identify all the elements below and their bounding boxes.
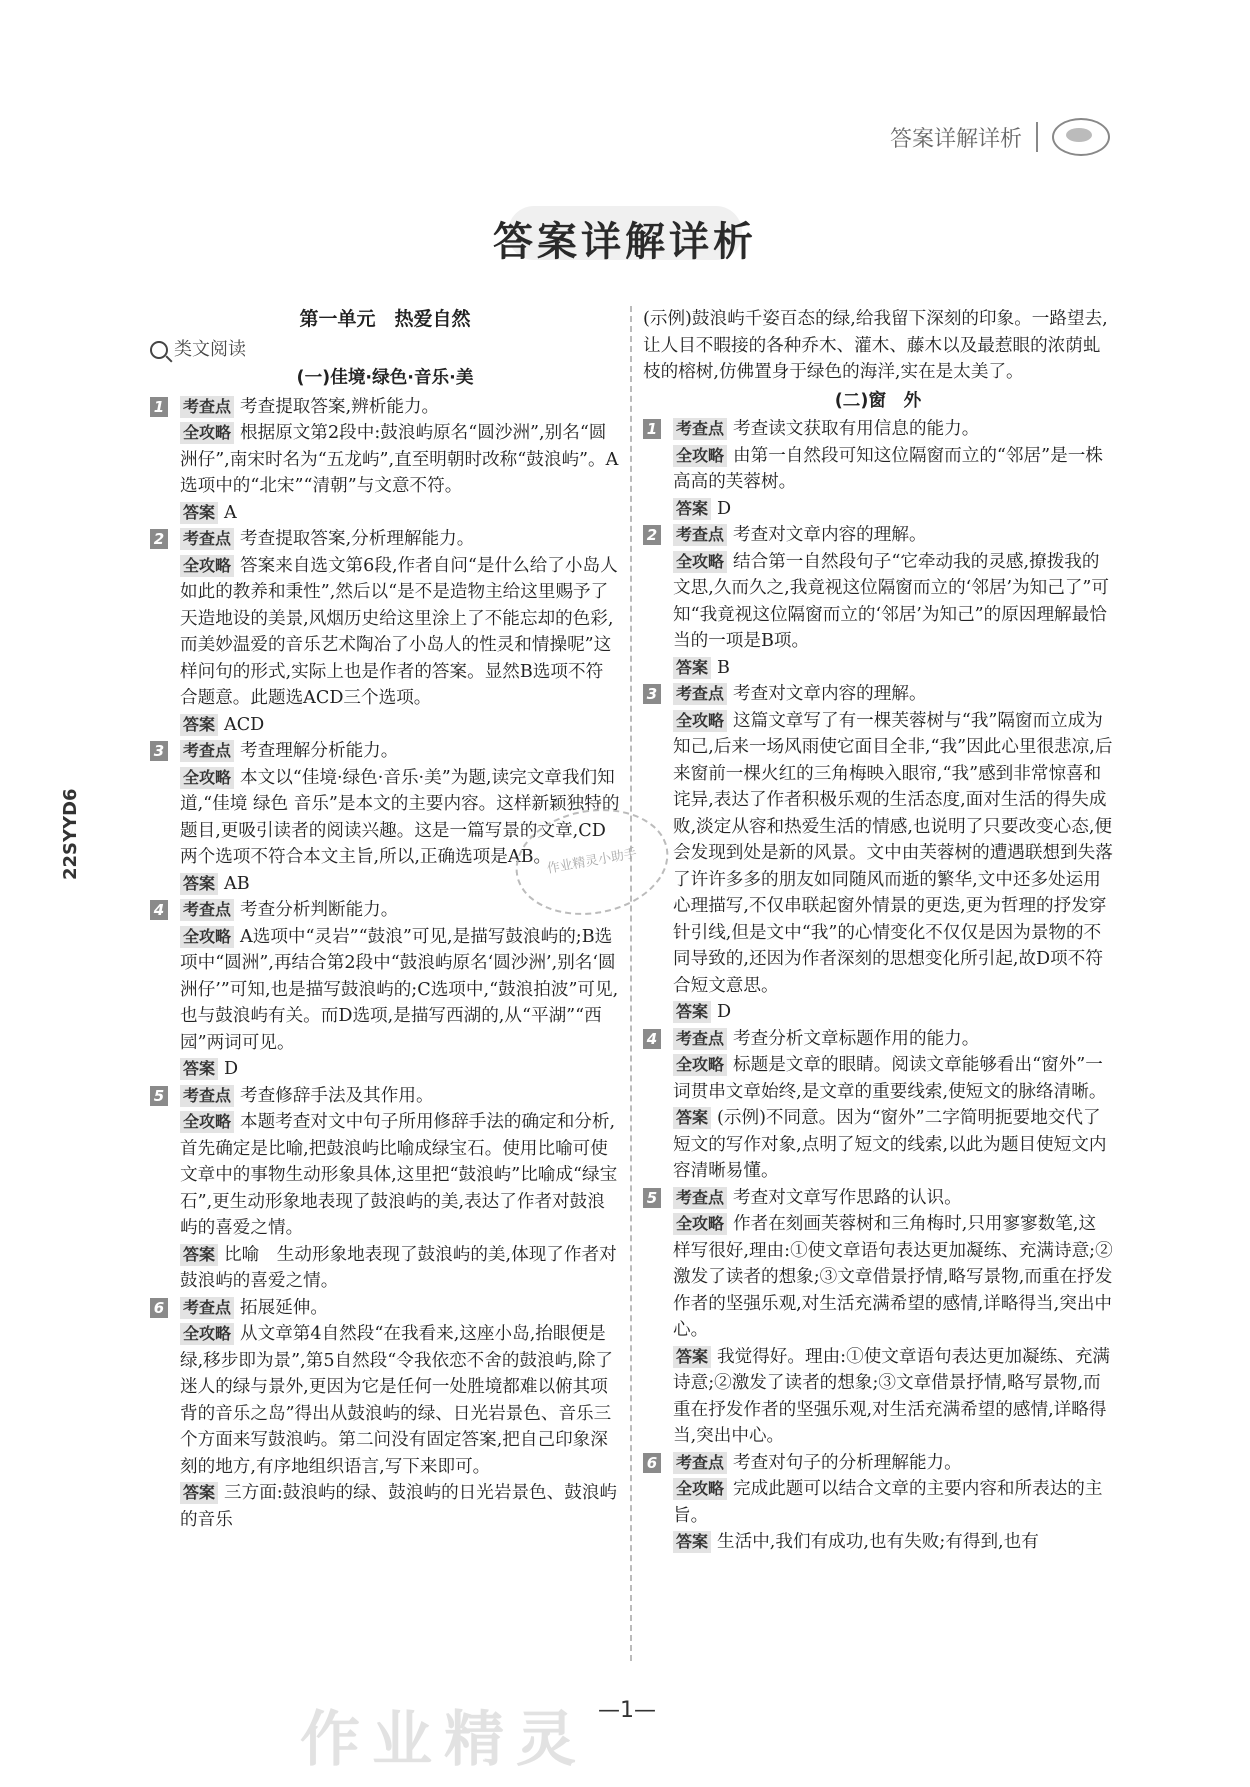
point-tag: 考查点 (673, 1452, 727, 1474)
question-item (150, 526, 620, 738)
strategy-tag: 全攻略 (180, 422, 234, 444)
homework-stamp: 作业精灵小助手 (507, 797, 677, 926)
answer-text: 比喻 生动形象地表现了鼓浪屿的美,体现了作者对鼓浪屿的喜爱之情。 (180, 1244, 617, 1291)
column-divider (630, 306, 632, 1661)
subsection-title: (一)佳境·绿色·音乐·美 (296, 368, 474, 388)
unit-title: 第一单元 热爱自然 (299, 308, 471, 330)
question-strategy (180, 1109, 620, 1242)
question-answer (180, 1242, 620, 1295)
answer-text: D (717, 498, 732, 519)
answer-text: D (224, 1059, 239, 1079)
question-answer (673, 1105, 1113, 1185)
question-item (643, 1026, 1113, 1185)
strategy-text: 结合第一自然段句子“它牵动我的灵感,撩拨我的文思,久而久之,我竟视这位隔窗而立的‘邻居’为知己了”可知“我竟视这位隔窗而立的‘邻居’为知己”的原因理解最恰当的一项是B项。 (673, 551, 1110, 651)
question-strategy (673, 1211, 1113, 1344)
answer-text: (示例)不同意。因为“窗外”二字简明扼要地交代了短文的写作对象,点明了短文的线索,以此为题目使短文内容清晰易懂。 (673, 1108, 1107, 1181)
question-answer (180, 500, 620, 527)
question-answer (180, 1056, 620, 1083)
strategy-tag: 全攻略 (673, 445, 727, 467)
point-text: 考查提取答案,分析理解能力。 (240, 529, 475, 549)
running-header (890, 118, 1110, 156)
question-number: 3 (150, 741, 168, 761)
page-number-value: 1 (620, 1698, 634, 1723)
strategy-text: 答案来自选文第6段,作者自问“是什么给了小岛人如此的教养和秉性”,然后以“是不是造物主给这里赐予了天造地设的美景,风烟历史给这里涂上了不能忘却的色彩,而美妙温爱的音乐艺术陶冶了小岛人的性灵和情操呢”这样问句的形式,实际上也是作者的答案。显然B选项不符合题意。此题选ACD三个选项。 (180, 555, 618, 708)
question-strategy (180, 553, 620, 712)
point-text: 考查分析文章标题作用的能力。 (733, 1028, 980, 1049)
answer-tag: 答案 (180, 1244, 218, 1266)
point-tag: 考查点 (180, 740, 234, 762)
answer-text: 三方面:鼓浪屿的绿、鼓浪屿的日光岩景色、鼓浪屿的音乐 (180, 1483, 618, 1530)
point-text: 考查对文章内容的理解。 (733, 684, 927, 704)
side-code: 22SYYD6 (60, 788, 81, 880)
right-intro: (示例)鼓浪屿千姿百态的绿,给我留下深刻的印象。一路望去,让人目不暇接的各种乔木、灌木、藤木以及最惹眼的浓荫虬枝的榕树,仿佛置身于绿色的海洋,实在是太美了。 (643, 309, 1108, 382)
right-column (643, 306, 1113, 1556)
question-answer (673, 1344, 1113, 1450)
question-point (180, 526, 620, 553)
question-item (643, 681, 1113, 1026)
point-tag: 考查点 (180, 899, 234, 921)
strategy-tag: 全攻略 (180, 926, 234, 948)
question-number: 2 (150, 529, 168, 549)
strategy-tag: 全攻略 (673, 710, 727, 732)
answer-text: A (224, 502, 237, 523)
strategy-tag: 全攻略 (673, 1054, 727, 1076)
strategy-text: 由第一自然段可知这位隔窗而立的“邻居”是一株高高的芙蓉树。 (673, 445, 1103, 492)
question-number: 5 (150, 1086, 168, 1106)
question-strategy (180, 1321, 620, 1480)
question-point (673, 681, 1113, 708)
strategy-text: A选项中“灵岩”“鼓浪”可见,是描写鼓浪屿的;B选项中“圆洲”,再结合第2段中“鼓浪屿原名‘圆沙洲’,别名‘圆洲仔’”可知,也是描写鼓浪屿的;C选项中,“鼓浪拍波”可见,也与鼓浪屿有关。而D选项,是描写西湖的,从“平湖”“西园”两词可见。 (180, 926, 619, 1053)
publisher-logo-icon (1052, 118, 1110, 156)
answer-text: ACD (224, 714, 265, 735)
question-number: 3 (643, 684, 661, 704)
strategy-text: 本文以“佳境·绿色·音乐·美”为题,读完文章我们知道,“佳境 绿色 音乐”是本文的主要内容。这样新颖独特的题目,更吸引读者的阅读兴趣。这是一篇写景的文章,CD两个选项不符合本文主旨,所以,正确选项是AB。 (180, 767, 620, 867)
question-number: 4 (643, 1029, 661, 1049)
answer-tag: 答案 (673, 1531, 711, 1553)
point-text: 拓展延伸。 (240, 1297, 328, 1318)
strategy-text: 从文章第4自然段“在我看来,这座小岛,抬眼便是绿,移步即为景”,第5自然段“令我依恋不舍的鼓浪屿,除了迷人的绿与景外,更因为它是任何一处胜境都难以俯其项背的音乐之岛”得出从鼓浪屿的绿、日光岩景色、音乐三个方面来写鼓浪屿。第二问没有固定答案,把自己印象深刻的地方,有序地组织语言,写下来即可。 (180, 1324, 614, 1477)
page-number: —1— (598, 1698, 656, 1723)
strategy-text: 根据原文第2段中:鼓浪屿原名“圆沙洲”,别名“圆洲仔”,南宋时名为“五龙屿”,直至明朝时改称“鼓浪屿”。A选项中的“北宋”“清朝”与文意不符。 (180, 423, 619, 496)
strategy-tag: 全攻略 (180, 767, 234, 789)
answer-text: 生活中,我们有成功,也有失败;有得到,也有 (717, 1532, 1039, 1552)
answer-tag: 答案 (673, 1107, 711, 1129)
question-item (643, 1450, 1113, 1556)
left-column (150, 306, 620, 1533)
answer-tag: 答案 (180, 1482, 218, 1504)
point-text: 考查理解分析能力。 (240, 741, 399, 761)
section-label-text: 类文阅读 (174, 338, 246, 360)
answer-tag: 答案 (673, 657, 711, 679)
point-text: 考查对文章写作思路的认识。 (733, 1187, 962, 1208)
answer-tag: 答案 (673, 1001, 711, 1023)
point-tag: 考查点 (180, 1297, 234, 1319)
magnifier-icon (150, 341, 168, 359)
question-point (180, 738, 620, 765)
running-title: 答案详解详析 (889, 126, 1022, 152)
question-number: 5 (643, 1188, 661, 1208)
answer-tag: 答案 (180, 714, 218, 736)
point-tag: 考查点 (180, 396, 234, 418)
question-strategy (673, 1476, 1113, 1529)
answer-text: B (717, 657, 730, 678)
question-point (673, 1026, 1113, 1053)
strategy-tag: 全攻略 (180, 1323, 234, 1345)
answer-tag: 答案 (180, 1058, 218, 1080)
question-strategy (673, 443, 1113, 496)
answer-tag: 答案 (180, 502, 218, 524)
question-answer (673, 496, 1113, 523)
question-point (673, 1450, 1113, 1477)
question-strategy (673, 1052, 1113, 1105)
strategy-text: 这篇文章写了有一棵芙蓉树与“我”隔窗而立成为知己,后来一场风雨使它面目全非,“我”因此心里很悲凉,后来窗前一棵火红的三角梅映入眼帘,“我”感到非常惊喜和诧异,表达了作者积极乐观的生活态度,面对生活的得失成败,淡定从容和热爱生活的情感,也说明了只要改变心态,便会发现到处是新的风景。文中由芙蓉树的遭遇联想到失落了许许多多的朋友如同随风而逝的繁华,文中还多处运用心理描写,不仅串联起窗外情景的更迭,更为哲理的抒发穿针引线,但是文中“我”的心情变化不仅仅是因为景物的不同导致的,还因为作者深刻的思想变化所引起,故D项不符合短文意思。 (673, 710, 1113, 996)
question-point (673, 522, 1113, 549)
question-item (150, 394, 620, 527)
subsection-title: (二)窗 外 (834, 390, 922, 411)
point-tag: 考查点 (673, 683, 727, 705)
question-strategy (180, 924, 620, 1057)
strategy-tag: 全攻略 (673, 1478, 727, 1500)
point-tag: 考查点 (180, 528, 234, 550)
point-text: 考查对句子的分析理解能力。 (733, 1452, 962, 1473)
question-answer (180, 1480, 620, 1533)
answer-text: AB (224, 873, 250, 894)
page-title: 答案详解详析 (493, 218, 757, 265)
answer-text: 我觉得好。理由:①使文章语句表达更加凝练、充满诗意;②激发了读者的想象;③文章借景抒情,略写景物,而重在抒发作者的坚强乐观,对生活充满希望的感情,详略得当,突出中心。 (673, 1346, 1111, 1446)
question-item (150, 1295, 620, 1534)
left-questions (150, 394, 620, 1534)
strategy-text: 完成此题可以结合文章的主要内容和所表达的主旨。 (673, 1479, 1103, 1526)
strategy-text: 作者在刻画芙蓉树和三角梅时,只用寥寥数笔,这样写很好,理由:①使文章语句表达更加凝练、充满诗意;②激发了读者的想象;③文章借景抒情,略写景物,而重在抒发作者的坚强乐观,对生活充满希望的感情,详略得当,突出中心。 (673, 1214, 1113, 1340)
question-point (180, 1083, 620, 1110)
section-label (150, 337, 620, 364)
question-strategy (673, 708, 1113, 1000)
question-point (180, 1295, 620, 1322)
question-point (673, 1185, 1113, 1212)
question-number: 2 (643, 525, 661, 545)
right-questions (643, 416, 1113, 1556)
point-tag: 考查点 (673, 1028, 727, 1050)
question-item (150, 1083, 620, 1295)
answer-tag: 答案 (673, 1346, 711, 1368)
question-strategy (180, 420, 620, 500)
question-point (180, 394, 620, 421)
question-number: 6 (150, 1298, 168, 1318)
question-item (643, 1185, 1113, 1450)
question-number: 6 (643, 1453, 661, 1473)
point-text: 考查分析判断能力。 (240, 900, 399, 920)
question-number: 4 (150, 900, 168, 920)
question-strategy (673, 549, 1113, 655)
question-answer (673, 999, 1113, 1026)
point-tag: 考查点 (673, 1187, 727, 1209)
header-divider (1036, 122, 1038, 152)
strategy-tag: 全攻略 (180, 555, 234, 577)
question-answer (673, 1529, 1113, 1556)
question-item (643, 522, 1113, 681)
question-answer (673, 655, 1113, 682)
answer-tag: 答案 (180, 873, 218, 895)
strategy-tag: 全攻略 (673, 1213, 727, 1235)
strategy-tag: 全攻略 (180, 1111, 234, 1133)
point-tag: 考查点 (180, 1085, 234, 1107)
point-text: 考查读文获取有用信息的能力。 (733, 419, 980, 439)
point-tag: 考查点 (673, 418, 727, 440)
strategy-text: 标题是文章的眼睛。阅读文章能够看出“窗外”一词贯串文章始终,是文章的重要线索,使短文的脉络清晰。 (673, 1055, 1107, 1102)
question-number: 1 (643, 419, 661, 439)
question-item (643, 416, 1113, 522)
point-text: 考查修辞手法及其作用。 (240, 1085, 434, 1106)
point-tag: 考查点 (673, 524, 727, 546)
answer-text: D (717, 1002, 732, 1022)
point-text: 考查提取答案,辨析能力。 (240, 396, 440, 417)
question-item (150, 897, 620, 1083)
strategy-text: 本题考查对文中句子所用修辞手法的确定和分析,首先确定是比喻,把鼓浪屿比喻成绿宝石。使用比喻可使文章中的事物生动形象具体,这里把“鼓浪屿”比喻成“绿宝石”,更生动形象地表现了鼓浪屿的美,表达了作者对鼓浪屿的喜爱之情。 (180, 1112, 618, 1238)
answer-tag: 答案 (673, 498, 711, 520)
question-point (673, 416, 1113, 443)
question-number: 1 (150, 397, 168, 417)
strategy-tag: 全攻略 (673, 551, 727, 573)
question-answer (180, 712, 620, 739)
watermark: 作业精灵 (300, 1705, 588, 1775)
point-text: 考查对文章内容的理解。 (733, 525, 927, 545)
